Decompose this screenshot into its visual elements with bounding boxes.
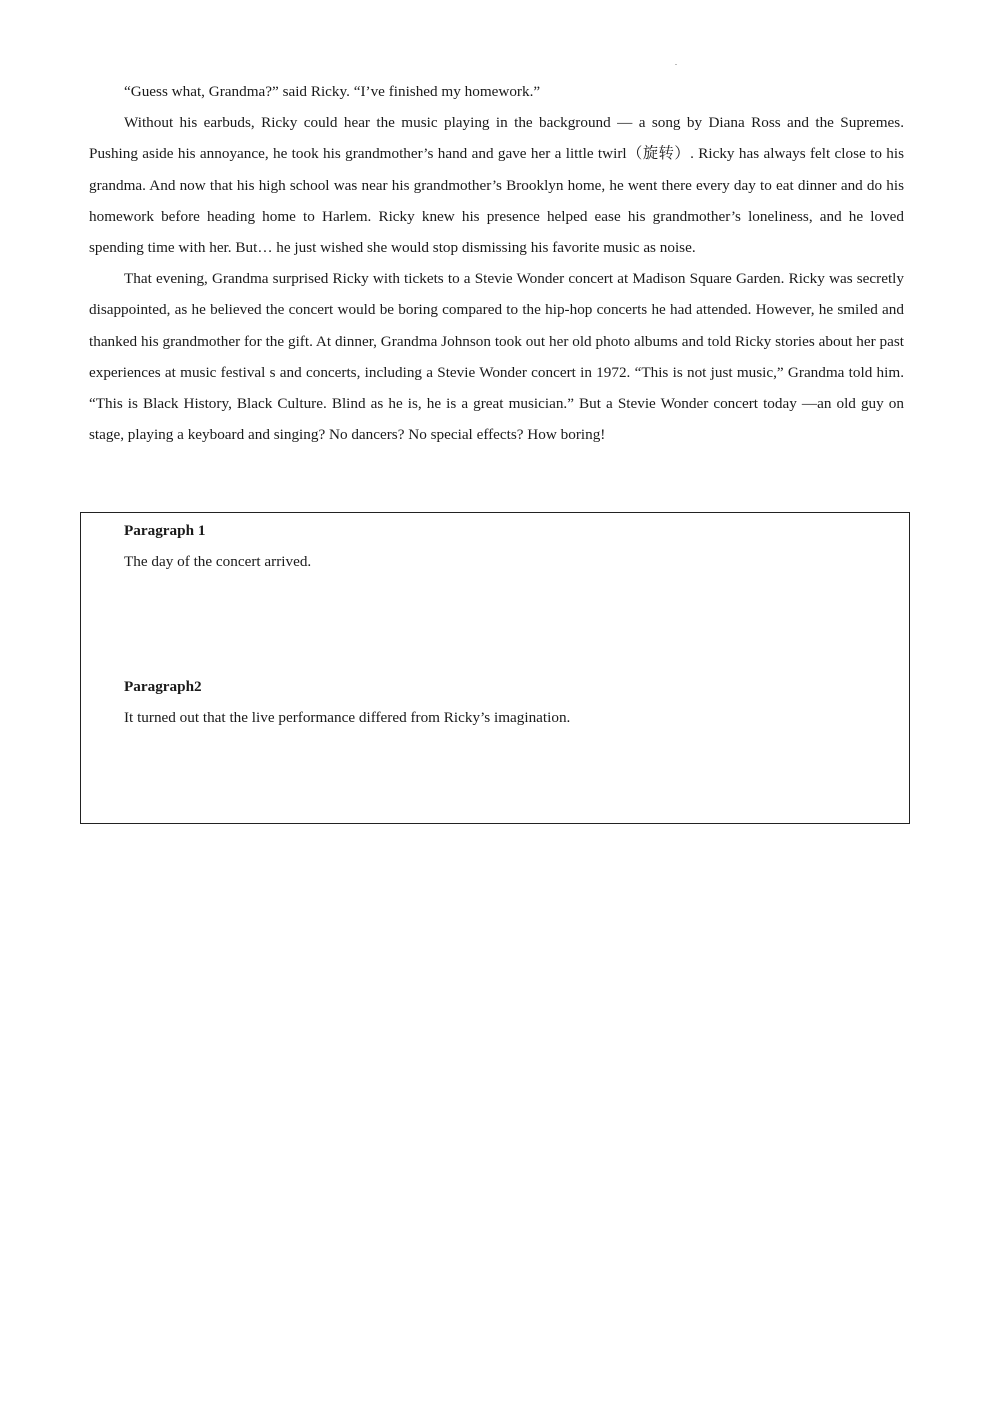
paragraph-1-heading: Paragraph 1	[124, 522, 206, 539]
paragraph-1-block	[124, 515, 884, 577]
story-paragraph: Without his earbuds, Ricky could hear the music playing in the background — a song by Diana Ross and the Supremes. Pushing aside his annoyance, he took his grandmother’s hand and gave her a little twirl（旋转）. Ricky has always felt close to his grandma. And now that his high school was near his grandmother’s Brooklyn home, he went there every day to eat dinner and do his homework before heading home to Harlem. Ricky knew his presence helped ease his grandmother’s loneliness, and he loved spending time with her. But… he just wished she would stop dismissing his favorite music as noise.	[89, 114, 904, 257]
story-paragraph: “Guess what, Grandma?” said Ricky. “I’ve finished my homework.”	[124, 83, 541, 100]
scan-mark	[675, 64, 677, 65]
paragraph-2-heading: Paragraph2	[124, 678, 202, 695]
paragraph-1-opening: The day of the concert arrived.	[124, 553, 312, 571]
writing-answer-box	[80, 512, 910, 824]
paragraph-2-opening: It turned out that the live performance differed from Ricky’s imagination.	[124, 709, 571, 727]
story-paragraph: That evening, Grandma surprised Ricky with tickets to a Stevie Wonder concert at Madison Square Garden. Ricky was secretly disappointed, as he believed the concert would be boring compared to the hip-hop concerts he had attended. However, he smiled and thanked his grandmother for the gift. At dinner, Grandma Johnson took out her old photo albums and told Ricky stories about her past experiences at music festival s and concerts, including a Stevie Wonder concert in 1972. “This is not just music,” Grandma told him. “This is Black History, Black Culture. Blind as he is, he is a great musician.” But a Stevie Wonder concert today —an old guy on stage, playing a keyboard and singing? No dancers? No special effects? How boring!	[89, 270, 904, 444]
story-text	[89, 76, 904, 450]
paragraph-2-block	[124, 671, 884, 733]
